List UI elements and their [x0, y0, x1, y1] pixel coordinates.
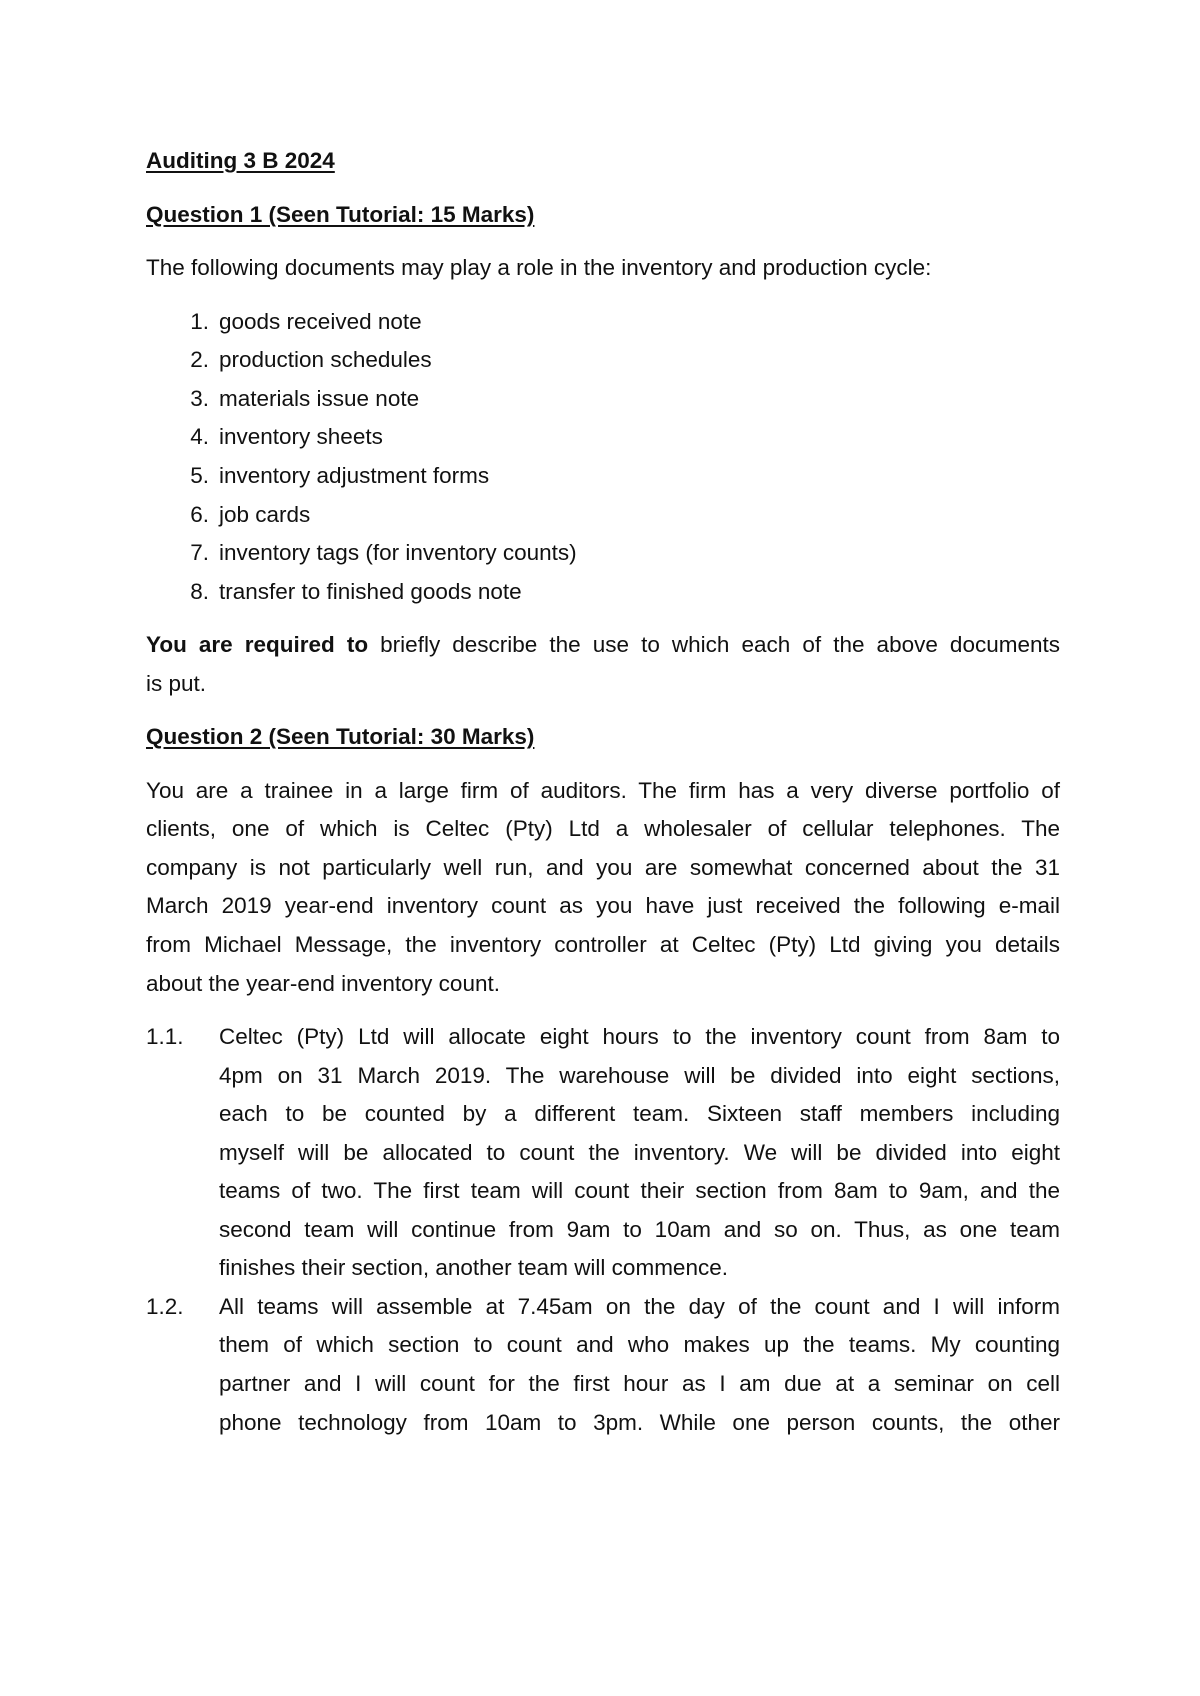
- list-item-number: 6.: [190, 502, 209, 527]
- list-item-number: 5.: [190, 463, 209, 488]
- paragraph-line: You are a trainee in a large firm of auditors. The firm has a very diverse portfolio of: [146, 778, 1060, 803]
- sub-item-line: them of which section to count and who makes up the teams. My counting: [219, 1332, 1060, 1357]
- required-instruction-bold: You are required to: [146, 632, 369, 657]
- document-page: [146, 0, 1060, 1696]
- document-title: Auditing 3 B 2024: [146, 148, 335, 173]
- list-item-text: job cards: [219, 502, 311, 527]
- list-item-number: 3.: [190, 386, 209, 411]
- list-item-text: goods received note: [219, 309, 422, 334]
- question-2-heading: Question 2 (Seen Tutorial: 30 Marks): [146, 724, 535, 749]
- paragraph-line: from Michael Message, the inventory controller at Celtec (Pty) Ltd giving you details: [146, 932, 1060, 957]
- question-1-intro: The following documents may play a role in the inventory and production cycle:: [146, 255, 932, 280]
- sub-item-line: myself will be allocated to count the inventory. We will be divided into eight: [219, 1140, 1060, 1165]
- sub-item-line: Celtec (Pty) Ltd will allocate eight hours to the inventory count from 8am to: [219, 1024, 1060, 1049]
- sub-item-line: teams of two. The first team will count their section from 8am to 9am, and the: [219, 1178, 1060, 1203]
- sub-item-line: All teams will assemble at 7.45am on the day of the count and I will inform: [219, 1294, 1060, 1319]
- sub-item-line: second team will continue from 9am to 10am and so on. Thus, as one team: [219, 1217, 1060, 1242]
- sub-item-line: phone technology from 10am to 3pm. While one person counts, the other: [219, 1410, 1060, 1435]
- required-instruction-rest: briefly describe the use to which each of the above documents: [380, 632, 1060, 657]
- sub-item-number: 1.1.: [146, 1024, 184, 1049]
- sub-item-number: 1.2.: [146, 1294, 184, 1319]
- paragraph-line: March 2019 year-end inventory count as you have just received the following e-mail: [146, 893, 1060, 918]
- paragraph-line: clients, one of which is Celtec (Pty) Ltd a wholesaler of cellular telephones. The: [146, 816, 1060, 841]
- list-item-number: 7.: [190, 540, 209, 565]
- sub-item-line: 4pm on 31 March 2019. The warehouse will be divided into eight sections,: [219, 1063, 1060, 1088]
- list-item-number: 4.: [190, 424, 209, 449]
- list-item-text: inventory tags (for inventory counts): [219, 540, 577, 565]
- sub-item-line: partner and I will count for the first hour as I am due at a seminar on cell: [219, 1371, 1060, 1396]
- list-item-text: materials issue note: [219, 386, 420, 411]
- paragraph-line: company is not particularly well run, and you are somewhat concerned about the 31: [146, 855, 1060, 880]
- list-item-text: inventory adjustment forms: [219, 463, 490, 488]
- required-instruction-line-1: [146, 630, 1060, 660]
- list-item-number: 2.: [190, 347, 209, 372]
- paragraph-line: about the year-end inventory count.: [146, 971, 500, 996]
- list-item-number: 8.: [190, 579, 209, 604]
- question-1-heading: Question 1 (Seen Tutorial: 15 Marks): [146, 202, 535, 227]
- sub-item-line: finishes their section, another team will commence.: [219, 1255, 728, 1280]
- list-item-text: inventory sheets: [219, 424, 383, 449]
- list-item-text: production schedules: [219, 347, 432, 372]
- list-item-text: transfer to finished goods note: [219, 579, 522, 604]
- sub-item-line: each to be counted by a different team. Sixteen staff members including: [219, 1101, 1060, 1126]
- required-instruction-line-2: is put.: [146, 671, 207, 696]
- list-item-number: 1.: [190, 309, 209, 334]
